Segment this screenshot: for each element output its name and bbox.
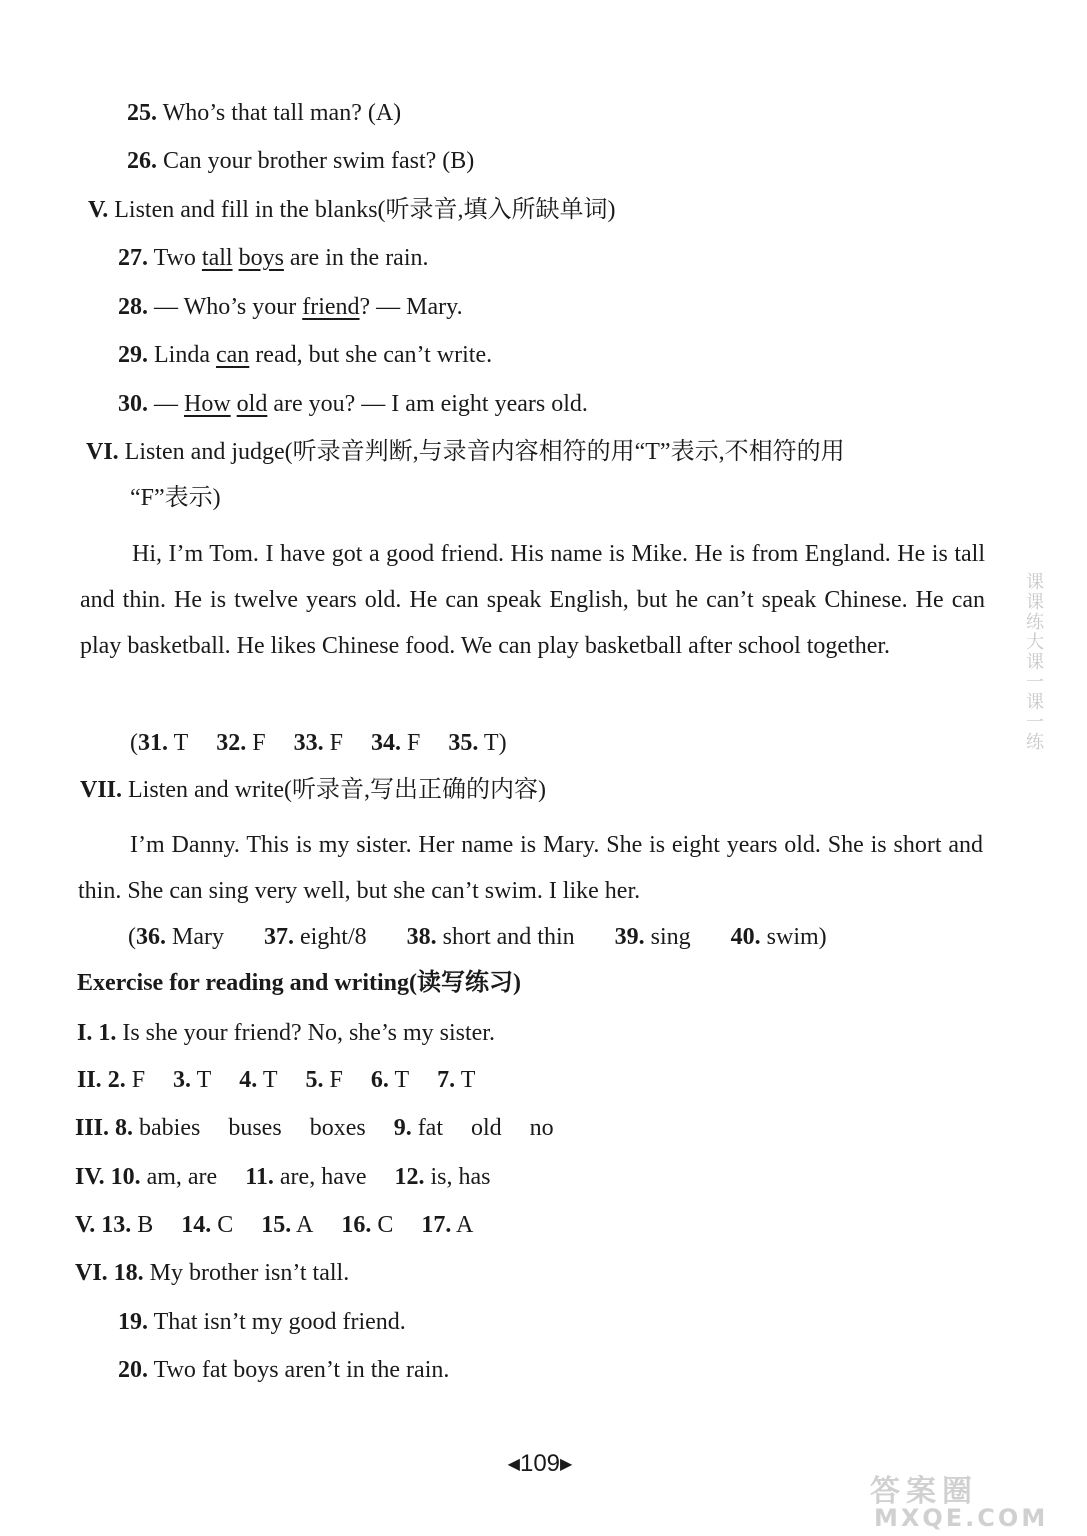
question-29 bbox=[118, 340, 492, 370]
answer-number: 19. bbox=[118, 1309, 148, 1335]
answer-19 bbox=[118, 1307, 406, 1337]
answer-number: 12. bbox=[394, 1164, 425, 1190]
answer-number: 33. bbox=[293, 730, 324, 756]
section-roman: IV. bbox=[75, 1164, 105, 1190]
answer-value: old bbox=[471, 1115, 502, 1141]
answer-value: A bbox=[295, 1212, 314, 1238]
page-number-value: 109 bbox=[519, 1450, 561, 1477]
answer-number: 32. bbox=[216, 730, 247, 756]
question-number: 27. bbox=[118, 245, 148, 271]
section-roman: VI. bbox=[86, 439, 119, 465]
answer-20 bbox=[118, 1355, 449, 1385]
section-roman: III. bbox=[75, 1115, 110, 1141]
answer-number: 4. bbox=[239, 1067, 258, 1093]
paren-open: ( bbox=[128, 924, 136, 950]
answer-number: 40. bbox=[730, 924, 761, 950]
answer-value: F bbox=[406, 730, 421, 756]
question-27 bbox=[118, 243, 429, 273]
question-text: Who’s that tall man? (A) bbox=[162, 100, 402, 126]
answer-value: swim bbox=[766, 924, 819, 950]
section-roman: V. bbox=[75, 1212, 96, 1238]
paren-open: ( bbox=[130, 730, 138, 756]
reading-section-5 bbox=[75, 1210, 473, 1240]
answer-number: 37. bbox=[263, 924, 294, 950]
answer-number: 15. bbox=[261, 1212, 292, 1238]
answer-number: 39. bbox=[614, 924, 645, 950]
answer-number: 9. bbox=[393, 1115, 412, 1141]
section-roman: V. bbox=[88, 197, 109, 223]
text-segment: — bbox=[154, 391, 178, 417]
answer-number: 14. bbox=[181, 1212, 212, 1238]
answer-number: 38. bbox=[406, 924, 437, 950]
section-roman: I. bbox=[77, 1020, 93, 1046]
passage-text: I’m Danny. This is my sister. Her name is Mary. She is eight years old. She is short and thin. She can sing very well, but she can’t swim. I like her. bbox=[78, 832, 983, 904]
answer-number: 17. bbox=[421, 1212, 452, 1238]
text-segment: — Who’s your bbox=[154, 294, 297, 320]
answer-number: 1. bbox=[98, 1020, 117, 1046]
answer-value: are, have bbox=[279, 1164, 367, 1190]
paren-close: ) bbox=[818, 924, 827, 950]
answers-31-35 bbox=[130, 728, 507, 758]
paren-close: ) bbox=[498, 730, 507, 756]
watermark-bottom: MXQE.COM bbox=[874, 1504, 1049, 1532]
text-segment: read, but she can’t write. bbox=[255, 342, 493, 368]
section-7-heading bbox=[80, 775, 546, 805]
answer-value: eight/8 bbox=[299, 924, 367, 950]
answer-number: 2. bbox=[107, 1067, 126, 1093]
answer-number: 36. bbox=[136, 924, 166, 950]
answer-value: F bbox=[131, 1067, 146, 1093]
answer-value: Is she your friend? No, she’s my sister. bbox=[122, 1020, 495, 1046]
answer-value: T bbox=[262, 1067, 278, 1093]
answer-value: short and thin bbox=[442, 924, 575, 950]
section-6-heading-cont: “F”表示) bbox=[130, 485, 221, 511]
answer-value: am, are bbox=[146, 1164, 218, 1190]
answer-value: Two fat boys aren’t in the rain. bbox=[153, 1357, 450, 1383]
question-30 bbox=[118, 389, 588, 419]
reading-section-4 bbox=[75, 1162, 491, 1192]
answer-value: That isn’t my good friend. bbox=[153, 1309, 406, 1335]
question-25 bbox=[127, 98, 401, 128]
reading-section-3 bbox=[75, 1113, 554, 1143]
answer-blank: tall bbox=[201, 245, 233, 271]
answer-value: buses bbox=[228, 1115, 282, 1141]
answer-value: T bbox=[460, 1067, 476, 1093]
text-segment: are you? — I am eight years old. bbox=[273, 391, 588, 417]
answer-value: C bbox=[377, 1212, 394, 1238]
section-title: Listen and write(听录音,写出正确的内容) bbox=[128, 777, 546, 803]
answer-blank: friend bbox=[302, 294, 360, 320]
answer-blank: can bbox=[215, 342, 250, 368]
question-number: 28. bbox=[118, 294, 148, 320]
question-number: 30. bbox=[118, 391, 148, 417]
answer-value: T bbox=[394, 1067, 410, 1093]
section-roman: VI. bbox=[75, 1260, 108, 1286]
answer-number: 20. bbox=[118, 1357, 148, 1383]
answer-value: A bbox=[456, 1212, 474, 1238]
passage-6 bbox=[80, 531, 985, 669]
answer-value: sing bbox=[650, 924, 691, 950]
answer-blank: How bbox=[184, 391, 231, 417]
answer-number: 5. bbox=[305, 1067, 324, 1093]
text-segment: Two bbox=[153, 245, 196, 271]
passage-text: Hi, I’m Tom. I have got a good friend. His name is Mike. He is from England. He is tall and thin. He is twelve years old. He can speak English, but he can’t speak Chinese. He can play basketball. He likes Chinese food. We can play basketball after school together. bbox=[80, 541, 985, 659]
answer-value: babies bbox=[139, 1115, 201, 1141]
answer-number: 35. bbox=[448, 730, 479, 756]
answer-blank: old bbox=[236, 391, 268, 417]
answer-number: 8. bbox=[115, 1115, 134, 1141]
question-number: 26. bbox=[127, 148, 157, 174]
answer-number: 18. bbox=[113, 1260, 144, 1286]
question-28 bbox=[118, 292, 463, 322]
answer-number: 34. bbox=[370, 730, 401, 756]
question-text: Can your brother swim fast? (B) bbox=[163, 148, 475, 174]
answer-value: T bbox=[483, 730, 499, 756]
answer-value: is, has bbox=[430, 1164, 491, 1190]
text-segment: ? — Mary. bbox=[359, 294, 463, 320]
answer-blank: boys bbox=[238, 245, 284, 271]
section-5-heading bbox=[88, 195, 616, 225]
answer-value: Mary bbox=[172, 924, 224, 950]
section-title: Listen and judge(听录音判断,与录音内容相符的用“T”表示,不相符的用 bbox=[124, 439, 845, 465]
section-6-heading bbox=[86, 437, 845, 467]
answer-value: T bbox=[196, 1067, 212, 1093]
answer-value: fat bbox=[417, 1115, 443, 1141]
answer-value: B bbox=[137, 1212, 154, 1238]
page-number bbox=[480, 1450, 600, 1478]
watermark-logo bbox=[860, 1466, 1080, 1532]
reading-section-1 bbox=[77, 1018, 495, 1048]
answer-value: boxes bbox=[309, 1115, 366, 1141]
answer-number: 3. bbox=[173, 1067, 192, 1093]
answer-value: F bbox=[329, 730, 343, 756]
answer-value: F bbox=[329, 1067, 343, 1093]
answer-number: 7. bbox=[437, 1067, 456, 1093]
answer-value: C bbox=[217, 1212, 234, 1238]
answer-number: 6. bbox=[370, 1067, 389, 1093]
side-title: 课课练大课一课一练 bbox=[1023, 572, 1044, 752]
right-arrow-icon: ▶ bbox=[560, 1456, 573, 1473]
question-26 bbox=[127, 146, 474, 176]
answer-number: 11. bbox=[245, 1164, 274, 1190]
question-number: 29. bbox=[118, 342, 148, 368]
answer-number: 16. bbox=[341, 1212, 372, 1238]
reading-section-2 bbox=[77, 1065, 475, 1095]
answer-number: 31. bbox=[138, 730, 168, 756]
answer-number: 10. bbox=[110, 1164, 141, 1190]
answer-value: My brother isn’t tall. bbox=[149, 1260, 350, 1286]
section-roman: II. bbox=[77, 1067, 102, 1093]
reading-section-6 bbox=[75, 1258, 349, 1288]
section-title: Listen and fill in the blanks(听录音,填入所缺单词) bbox=[114, 197, 616, 223]
answer-value: T bbox=[173, 730, 189, 756]
reading-writing-heading: Exercise for reading and writing(读写练习) bbox=[77, 970, 521, 996]
section-roman: VII. bbox=[80, 777, 123, 803]
answers-36-40 bbox=[128, 922, 827, 952]
answer-value: F bbox=[252, 730, 266, 756]
watermark-top: 答案圈 bbox=[870, 1474, 978, 1509]
question-number: 25. bbox=[127, 100, 157, 126]
left-arrow-icon: ◀ bbox=[507, 1456, 520, 1473]
answer-value: no bbox=[529, 1115, 554, 1141]
text-segment: are in the rain. bbox=[289, 245, 429, 271]
text-segment: Linda bbox=[154, 342, 210, 368]
passage-7 bbox=[78, 822, 983, 914]
answer-number: 13. bbox=[101, 1212, 132, 1238]
